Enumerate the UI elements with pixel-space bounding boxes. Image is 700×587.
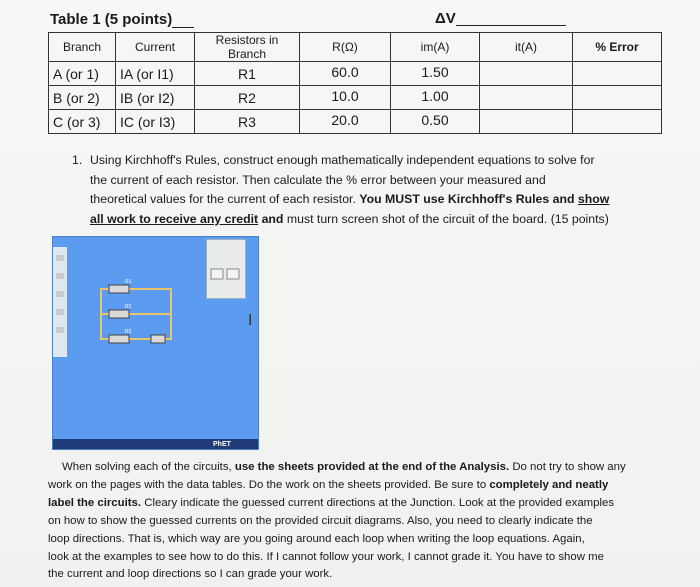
- table-row: [49, 110, 662, 134]
- cell-current: IC (or I3): [116, 110, 195, 134]
- cell-error: [573, 86, 662, 110]
- cell-im: 0.50: [391, 110, 480, 134]
- header-current: Current: [116, 33, 195, 62]
- cell-branch: B (or 2): [49, 86, 116, 110]
- circuit-diagram: [53, 237, 258, 437]
- cell-error: [573, 62, 662, 86]
- table-row: [49, 62, 662, 86]
- delta-v-blank-line: [456, 25, 566, 26]
- table-title: Table 1 (5 points): [50, 11, 194, 28]
- cell-error: [573, 110, 662, 134]
- header-branch: Branch: [49, 33, 116, 62]
- question-1: [72, 151, 632, 229]
- instruction-line: the current and loop directions so I can grade your work.: [48, 568, 333, 581]
- cell-it: [480, 62, 573, 86]
- cell-it: [480, 86, 573, 110]
- cell-r: 60.0: [300, 62, 391, 86]
- header-resistors: Resistors in Branch: [195, 33, 300, 62]
- instructions-paragraph: [48, 459, 636, 584]
- question-number: 1.: [72, 153, 83, 167]
- header-it: it(A): [480, 33, 573, 62]
- question-line: theoretical values for the current of each resistor. You MUST use Kirchhoff's Rules and show: [90, 192, 610, 207]
- table-header-row: [49, 33, 662, 62]
- circuit-simulation-screenshot: [52, 236, 259, 450]
- cell-resistor: R2: [195, 86, 300, 110]
- cell-it: [480, 110, 573, 134]
- delta-v-label: ΔV: [435, 10, 456, 27]
- instruction-line: When solving each of the circuits, use the sheets provided at the end of the Analysis. Do not try to show any: [62, 461, 626, 473]
- cell-im: 1.00: [391, 86, 480, 110]
- cell-im: 1.50: [391, 62, 480, 86]
- cell-r: 10.0: [300, 86, 391, 110]
- header-r: R(Ω): [300, 33, 391, 62]
- svg-text:R2: R2: [125, 304, 132, 310]
- header-error: % Error: [573, 33, 662, 62]
- cell-resistor: R3: [195, 110, 300, 134]
- cell-resistor: R1: [195, 62, 300, 86]
- instruction-line: label the circuits. Cleary indicate the guessed current directions at the Junction. Look at the provided examples: [48, 496, 615, 509]
- data-table: [48, 32, 662, 134]
- cell-branch: A (or 1): [49, 62, 116, 86]
- question-line: all work to receive any credit and must turn screen shot of the circuit of the board. (15 points): [90, 211, 609, 226]
- instruction-line: loop directions. That is, which way are you going around each loop when writing the loop equations. Again,: [48, 532, 585, 545]
- header-im: im(A): [391, 33, 480, 62]
- svg-text:R3: R3: [125, 329, 132, 335]
- svg-text:R1: R1: [125, 279, 132, 285]
- cell-r: 20.0: [300, 110, 391, 134]
- phet-logo: PhET: [213, 441, 231, 448]
- question-line: the current of each resistor. Then calculate the % error between your measured and: [90, 172, 546, 187]
- instruction-line: on how to show the guessed currents on the provided circuit diagrams. Also, you need to clearly indicate the: [48, 514, 593, 527]
- cell-current: IA (or I1): [116, 62, 195, 86]
- cell-branch: C (or 3): [49, 110, 116, 134]
- table-row: [49, 86, 662, 110]
- question-line: Using Kirchhoff's Rules, construct enough mathematically independent equations to solve for: [90, 153, 595, 167]
- cell-current: IB (or I2): [116, 86, 195, 110]
- instruction-line: work on the pages with the data tables. Do the work on the sheets provided. Be sure to completely and neatly: [48, 478, 609, 491]
- text-cursor-icon: I: [248, 312, 253, 329]
- instruction-line: look at the examples to see how to do this. If I cannot follow your work, I cannot grade it. You have to show me: [48, 550, 604, 563]
